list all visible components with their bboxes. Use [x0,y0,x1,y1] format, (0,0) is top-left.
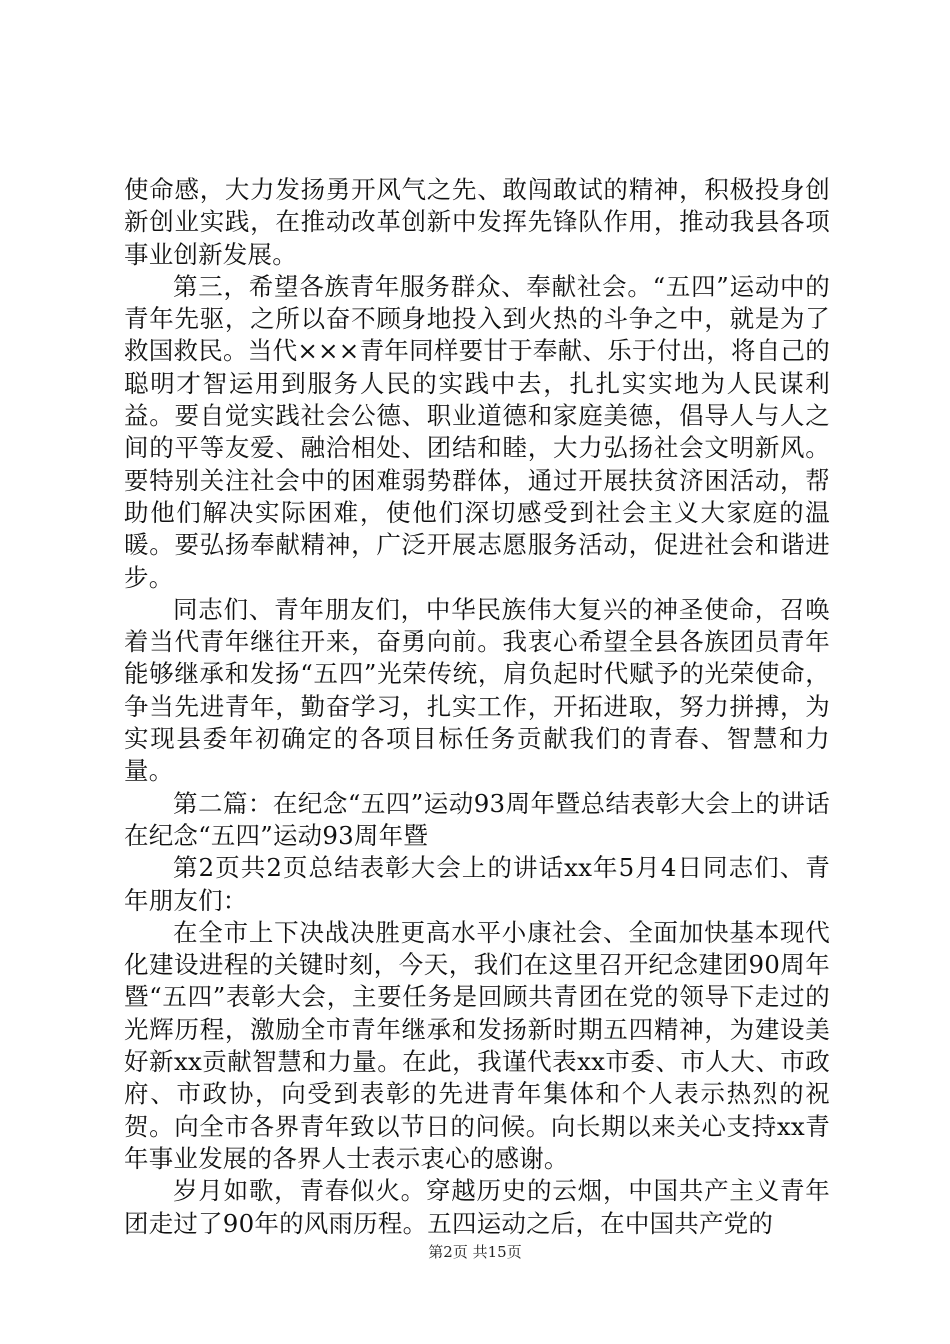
page-number-footer: 第2页 共15页 [428,1243,522,1261]
paragraph-third-hope: 第三，希望各族青年服务群众、奉献社会。“五四”运动中的青年先驱，之所以奋不顾身地投入到火热的斗争之中，就是为了救国救民。当代×××青年同样要甘于奉献、乐于付出，将自己的聪明才智运用到服务人民的实践中去，扎扎实实地为人民谋利益。要自觉实践社会公德、职业道德和家庭美德，倡导人与人之间的平等友爱、融洽相处、团结和睦，大力弘扬社会文明新风。要特别关注社会中的困难弱势群体，通过开展扶贫济困活动，帮助他们解决实际困难，使他们深切感受到社会主义大家庭的温暖。要弘扬奉献精神，广泛开展志愿服务活动，促进社会和谐进步。 [124,271,830,592]
document-body [124,174,830,1240]
paragraph-continuation: 使命感，大力发扬勇开风气之先、敢闯敢试的精神，积极投身创新创业实践，在推动改革创新中发挥先锋队作用，推动我县各项事业创新发展。 [124,175,830,269]
paragraph-second-article-title: 第二篇：在纪念“五四”运动93周年暨总结表彰大会上的讲话在纪念“五四”运动93周年暨 [124,788,830,850]
paragraph-closing-appeal: 同志们、青年朋友们，中华民族伟大复兴的神圣使命，召唤着当代青年继往开来，奋勇向前。我衷心希望全县各族团员青年能够继承和发扬“五四”光荣传统，肩负起时代赋予的光荣使命，争当先进青年，勤奋学习，扎实工作，开拓进取，努力拼搏，为实现县委年初确定的各项目标任务贡献我们的青春、智慧和力量。 [124,594,830,786]
paragraph-speech-header: 第2页共2页总结表彰大会上的讲话xx年5月4日同志们、青年朋友们： [124,853,830,915]
paragraph-speech-opening: 在全市上下决战决胜更高水平小康社会、全面加快基本现代化建设进程的关键时刻，今天，我们在这里召开纪念建团90周年暨“五四”表彰大会，主要任务是回顾共青团在党的领导下走过的光辉历程，激励全市青年继承和发扬新时期五四精神，为建设美好新xx贡献智慧和力量。在此，我谨代表xx市委、市人大、市政府、市政协，向受到表彰的先进青年集体和个人表示热烈的祝贺。向全市各界青年致以节日的问候。向长期以来关心支持xx青年事业发展的各界人士表示衷心的感谢。 [124,917,830,1173]
paragraph-history-intro: 岁月如歌，青春似火。穿越历史的云烟，中国共产主义青年团走过了90年的风雨历程。五四运动之后，在中国共产党的 [124,1176,830,1238]
